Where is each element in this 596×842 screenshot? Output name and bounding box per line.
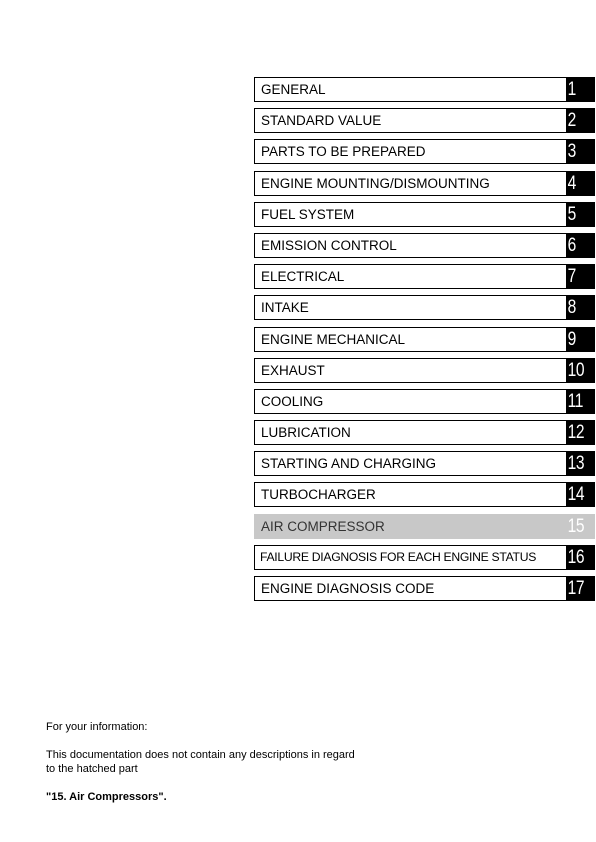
toc-item-label: ELECTRICAL xyxy=(254,264,566,289)
toc-item-label: STANDARD VALUE xyxy=(254,108,566,133)
section-tab xyxy=(566,139,595,164)
toc-item-label: TURBOCHARGER xyxy=(254,482,566,507)
section-tab xyxy=(566,420,595,445)
note-reference: "15. Air Compressors". xyxy=(46,791,167,803)
toc-item-label: STARTING AND CHARGING xyxy=(254,451,566,476)
section-tab xyxy=(566,514,595,539)
section-tab xyxy=(566,545,595,570)
toc-item-number: 8 xyxy=(566,295,595,320)
toc-item-cooling[interactable] xyxy=(254,389,595,414)
toc-item-number: 16 xyxy=(566,545,595,570)
toc-item-number: 15 xyxy=(567,515,585,537)
toc-item-parts-to-be-prepared[interactable] xyxy=(254,139,595,164)
toc-item-number: 17 xyxy=(566,576,595,601)
toc-item-number: 5 xyxy=(566,202,595,227)
toc-item-number: 4 xyxy=(566,171,595,196)
toc-item-label: COOLING xyxy=(254,389,566,414)
toc-item-electrical[interactable] xyxy=(254,264,595,289)
toc-item-engine-mechanical[interactable] xyxy=(254,327,595,352)
toc-item-label: FUEL SYSTEM xyxy=(254,202,566,227)
toc-item-engine-mounting[interactable] xyxy=(254,171,595,196)
toc-item-fuel-system[interactable] xyxy=(254,202,595,227)
toc-item-number: 14 xyxy=(566,482,595,507)
toc-item-label: EMISSION CONTROL xyxy=(254,233,566,258)
toc-item-number: 9 xyxy=(566,327,595,352)
toc-item-label: AIR COMPRESSOR xyxy=(254,514,566,539)
section-tab xyxy=(566,202,595,227)
toc-item-standard-value[interactable] xyxy=(254,108,595,133)
note-heading: For your information: xyxy=(46,721,148,733)
section-tab xyxy=(566,233,595,258)
section-tab xyxy=(566,295,595,320)
toc-item-label: ENGINE DIAGNOSIS CODE xyxy=(254,576,566,601)
toc-item-emission-control[interactable] xyxy=(254,233,595,258)
section-tab xyxy=(566,264,595,289)
toc-item-engine-diagnosis-code[interactable] xyxy=(254,576,595,601)
toc-item-number: 1 xyxy=(566,77,595,102)
section-tab xyxy=(566,171,595,196)
toc-item-number: 13 xyxy=(566,451,595,476)
section-tab xyxy=(566,451,595,476)
toc-item-label: FAILURE DIAGNOSIS FOR EACH ENGINE STATUS xyxy=(254,545,566,570)
section-tab xyxy=(566,358,595,383)
toc-item-number: 2 xyxy=(566,108,595,133)
toc-item-label: INTAKE xyxy=(254,295,566,320)
toc-item-label: EXHAUST xyxy=(254,358,566,383)
table-of-contents xyxy=(254,77,595,607)
toc-item-label: ENGINE MOUNTING/DISMOUNTING xyxy=(254,171,566,196)
section-tab xyxy=(566,576,595,601)
toc-item-exhaust[interactable] xyxy=(254,358,595,383)
section-tab xyxy=(566,389,595,414)
toc-item-intake[interactable] xyxy=(254,295,595,320)
section-tab xyxy=(566,77,595,102)
toc-item-number: 6 xyxy=(566,233,595,258)
toc-item-label: LUBRICATION xyxy=(254,420,566,445)
note-body: This documentation does not contain any descriptions in regard to the hatched part xyxy=(46,749,355,775)
toc-item-number: 12 xyxy=(566,420,595,445)
toc-item-lubrication[interactable] xyxy=(254,420,595,445)
toc-item-number: 11 xyxy=(566,389,595,414)
toc-item-number: 10 xyxy=(566,358,595,383)
section-tab xyxy=(566,108,595,133)
toc-item-failure-diagnosis[interactable] xyxy=(254,545,595,570)
section-tab xyxy=(566,482,595,507)
toc-item-label: PARTS TO BE PREPARED xyxy=(254,139,566,164)
toc-item-general[interactable] xyxy=(254,77,595,102)
section-tab xyxy=(566,327,595,352)
toc-item-turbocharger[interactable] xyxy=(254,482,595,507)
toc-item-number: 3 xyxy=(566,139,595,164)
toc-item-air-compressor[interactable] xyxy=(254,514,595,539)
toc-item-number: 7 xyxy=(566,264,595,289)
toc-item-label: ENGINE MECHANICAL xyxy=(254,327,566,352)
toc-item-label: GENERAL xyxy=(254,77,566,102)
toc-item-starting-and-charging[interactable] xyxy=(254,451,595,476)
